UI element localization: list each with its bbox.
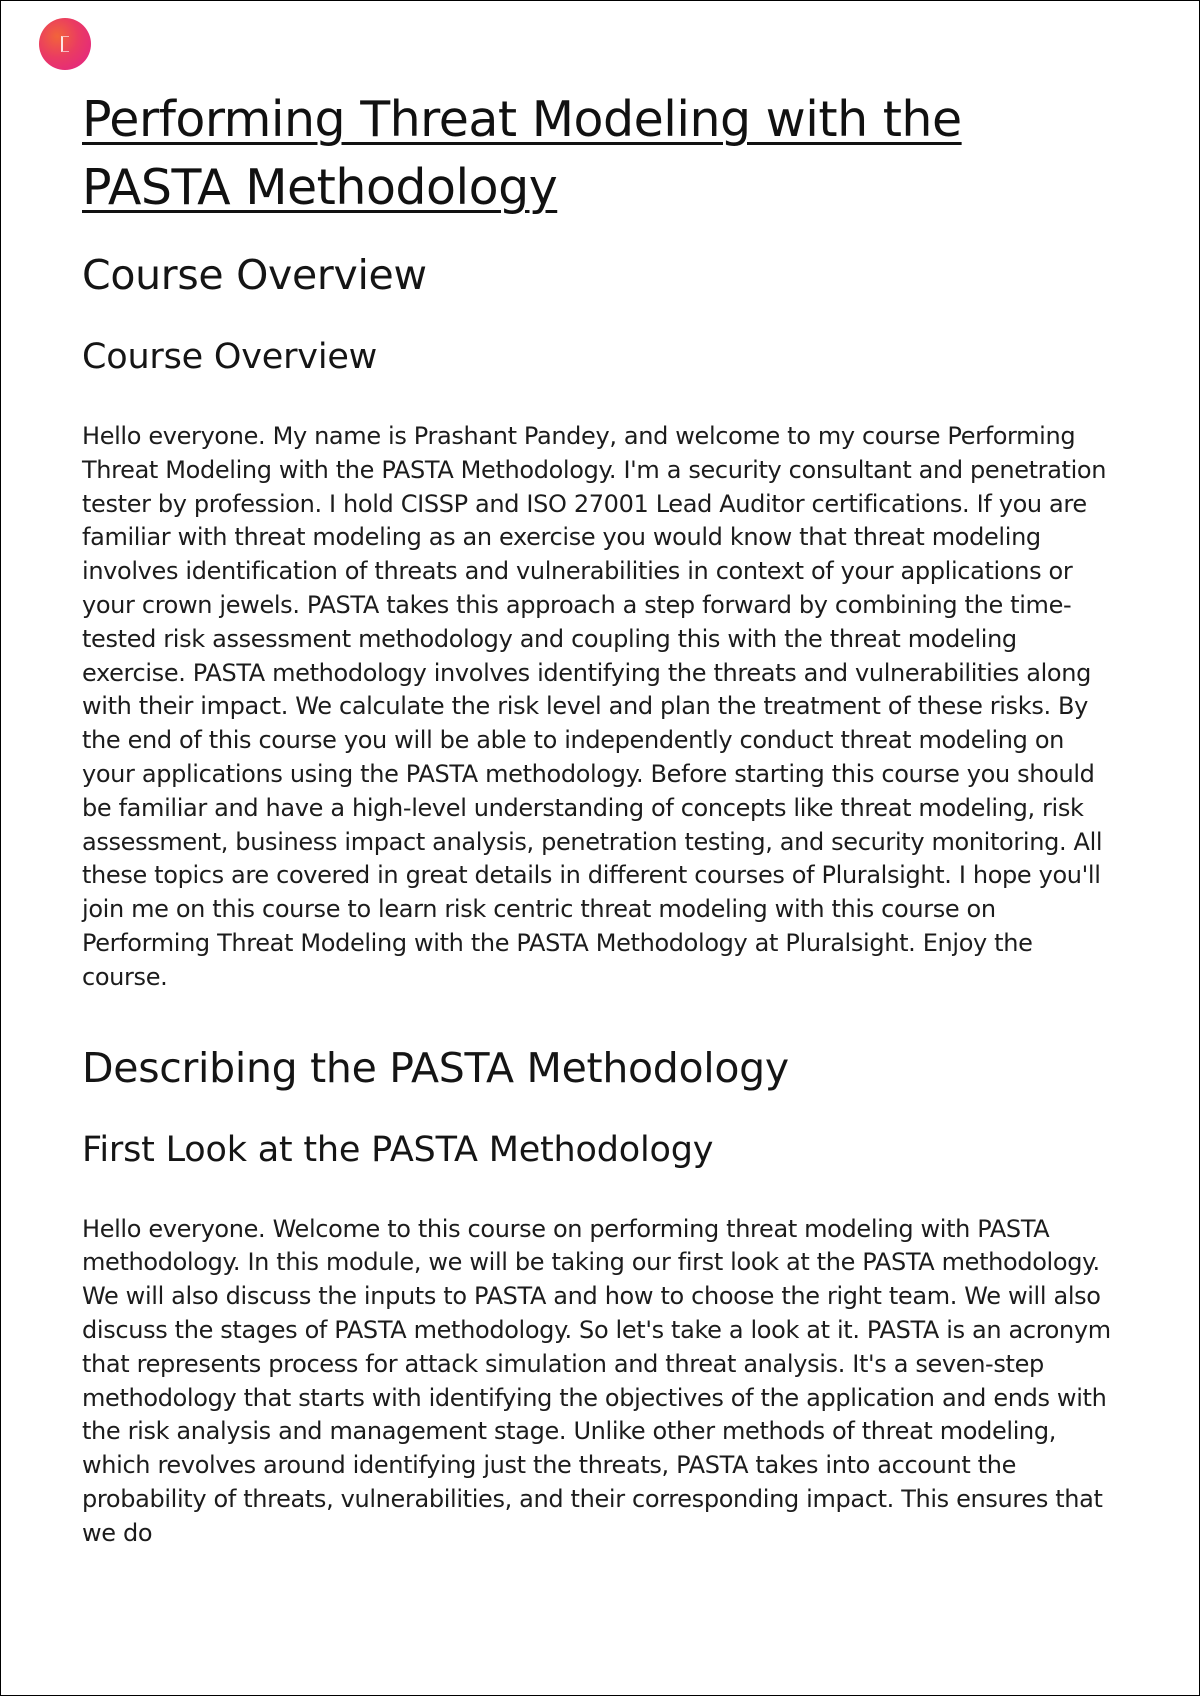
describing-pasta-section <box>82 1039 1122 1551</box>
lesson-title: First Look at the PASTA Methodology <box>82 1129 714 1170</box>
logo-play-mark <box>61 36 69 52</box>
document-body <box>82 86 1122 1551</box>
section-title: Course Overview <box>82 251 427 299</box>
document-title: Performing Threat Modeling with the PASTA Methodology <box>82 91 962 216</box>
lesson-title: Course Overview <box>82 337 378 377</box>
course-overview-section <box>82 246 1122 995</box>
pluralsight-logo-icon <box>39 18 91 70</box>
lesson-transcript: Hello everyone. Welcome to this course on performing threat modeling with PASTA methodology. In this module, we will be taking our first look at the PASTA methodology. We will also discuss the inputs to PASTA and how to choose the right team. We will also discuss the stages of PASTA methodology. So let's take a look at it. PASTA is an acronym that represents process for attack simulation and threat analysis. It's a seven-step methodology that starts with identifying the objectives of the application and ends with the risk analysis and management stage. Unlike other methods of threat modeling, which revolves around identifying just the threats, PASTA takes into account the probability of threats, vulnerabilities, and their corresponding impact. This ensures that we do <box>82 1214 1111 1547</box>
section-title: Describing the PASTA Methodology <box>82 1043 789 1092</box>
lesson-transcript: Hello everyone. My name is Prashant Pandey, and welcome to my course Performing Threat Modeling with the PASTA Methodology. I'm a security consultant and penetration tester by profession. I hold CISSP and ISO 27001 Lead Auditor certifications. If you are familiar with threat modeling as an exercise you would know that threat modeling involves identification of threats and vulnerabilities in context of your applications or your crown jewels. PASTA takes this approach a step forward by combining the time-tested risk assessment methodology and coupling this with the threat modeling exercise. PASTA methodology involves identifying the threats and vulnerabilities along with their impact. We calculate the risk level and plan the treatment of these risks. By the end of this course you will be able to independently conduct threat modeling on your applications using the PASTA methodology. Before starting this course you should be familiar and have a high-level understanding of concepts like threat modeling, risk assessment, business impact analysis, penetration testing, and security monitoring. All these topics are covered in great details in different courses of Pluralsight. I hope you'll join me on this course to learn risk centric threat modeling with this course on Performing Threat Modeling with the PASTA Methodology at Pluralsight. Enjoy the course. <box>82 422 1107 991</box>
